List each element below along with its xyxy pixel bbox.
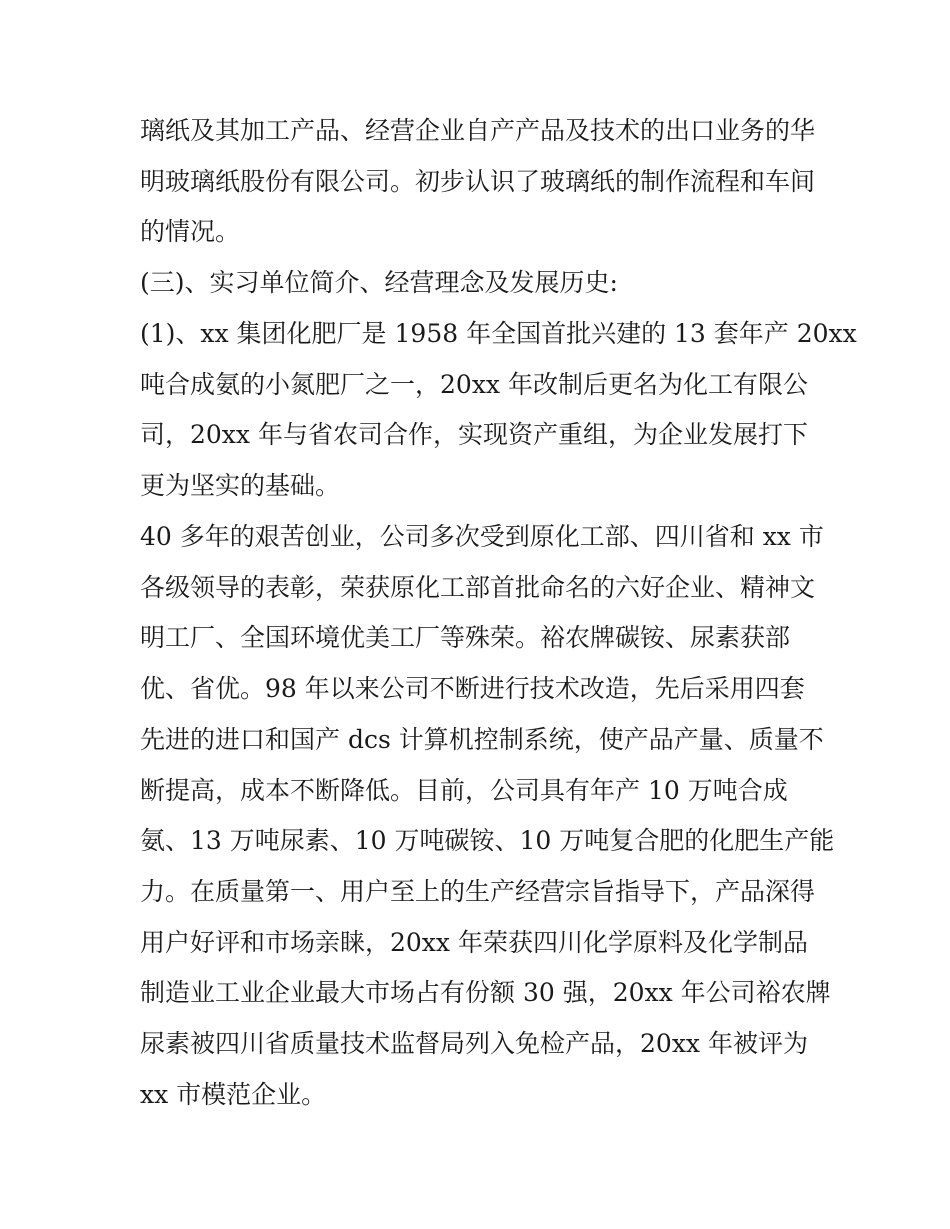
text-line: 力。在质量第一、用户至上的生产经营宗旨指导下，产品深得 [140, 877, 816, 906]
text-line: 司，20xx 年与省农司合作，实现资产重组，为企业发展打下 [140, 420, 808, 449]
text-line: 的情况。 [140, 217, 241, 246]
text-line: 璃纸及其加工产品、经营企业自产产品及技术的出口业务的华 [140, 116, 816, 145]
text-line: 明工厂、全国环境优美工厂等殊荣。裕农牌碳铵、尿素获部 [140, 623, 791, 652]
text-line: 先进的进口和国产 dcs 计算机控制系统，使产品产量、质量不 [140, 725, 824, 754]
text-line: 用户好评和市场亲睐，20xx 年荣获四川化学原料及化学制品 [140, 928, 808, 957]
text-line: 各级领导的表彰，荣获原化工部首批命名的六好企业、精神文 [140, 573, 816, 602]
section-heading: (三)、实习单位简介、经营理念及发展历史: [140, 268, 618, 297]
text-line: 尿素被四川省质量技术监督局列入免检产品，20xx 年被评为 [140, 1029, 808, 1058]
text-line: 制造业工业企业最大市场占有份额 30 强，20xx 年公司裕农牌 [140, 978, 831, 1007]
text-line: 更为坚实的基础。 [140, 471, 341, 500]
text-line: 氨、13 万吨尿素、10 万吨碳铵、10 万吨复合肥的化肥生产能 [140, 826, 835, 855]
text-line: 40 多年的艰苦创业，公司多次受到原化工部、四川省和 xx 市 [140, 522, 824, 551]
text-line: 明玻璃纸股份有限公司。初步认识了玻璃纸的制作流程和车间 [140, 167, 816, 196]
text-line: (1)、xx 集团化肥厂是 1958 年全国首批兴建的 13 套年产 20xx [140, 319, 857, 348]
text-line: 吨合成氨的小氮肥厂之一，20xx 年改制后更名为化工有限公 [140, 370, 808, 399]
text-line: 优、省优。98 年以来公司不断进行技术改造，先后采用四套 [140, 674, 805, 703]
text-line: 断提高，成本不断降低。目前，公司具有年产 10 万吨合成 [140, 776, 788, 805]
text-line: xx 市模范企业。 [140, 1080, 327, 1109]
